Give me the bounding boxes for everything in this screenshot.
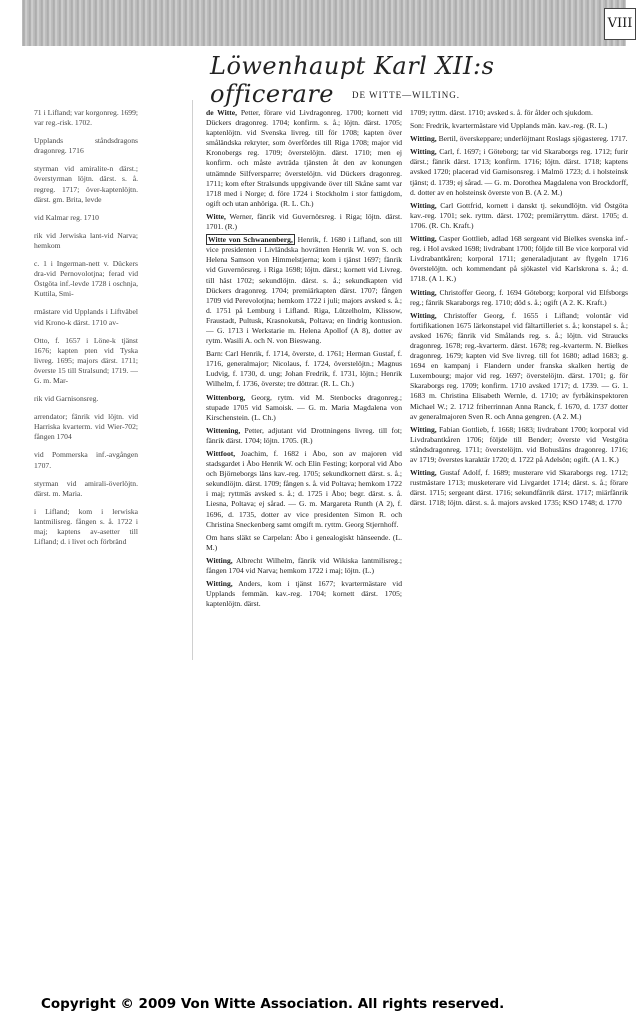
- entry-text: 1709; ryttm. därst. 1710; avsked s. å. för ålder och sjukdom.: [410, 108, 593, 117]
- left-column-fragment: c. 1 i Ingerman-nett v. Dückers dra-vid Pernovolotjna; ferad vid Östgöta inf.-levde 1728 i oschnja, Kuttila, Smi-: [34, 259, 138, 299]
- entry-text: Fabian Gottlieb, f. 1668; 1683; livdrabant 1700; korporal vid Livdrabantkåren 1706; följde till Bender; överste vid Vestgöta ståndsdragonreg. 1711; överstelöjtn. vid Bohusläns dragonreg. 1716; av 1719; överstes karaktär 1720; d. 1722 på Adelsön; ogift. (A 1. K.): [410, 424, 628, 464]
- biography-entry: [410, 201, 628, 231]
- left-column-fragment: Otto, f. 1657 i Löne-k tjänst 1676; kapten pten vid Tyska livreg. 1695; majors därst. 1711; överste 15 till Stralsund; 1719. — G. m. Mar-: [34, 335, 138, 385]
- entry-text: Joachim, f. 1682 i Åbo, son av majoren vid stadsgardet i Åbo Henrik W. och Elin Festing; korporal vid Åbo och Björneborgs läns kav.-reg. 1705; sekundkornett därst. s. å.; sekundlöjtn. därst. 1709; fången s. å. vid Poltava; hemkom 1722 i maj; ryttmäs avsked s. å.; d. 1725 i Åbo; begr. därst. s. å. Liesna, Poltava; ej sårad. — G. m. Margareta Runth (A 2), f. 1696, d. 1735, dotter av vice presidenten Simon R. och Christina Sneckenberg samt omgift m. ryttm. Georg Stjernhoff.: [206, 449, 402, 529]
- entry-text: Petter, adjutant vid Drottningens livreg. till fot; fänrik därst. 1704; löjtn. 1705. (R.): [206, 425, 402, 445]
- entry-surname: Witting,: [206, 579, 233, 589]
- left-column-fragments: [34, 108, 138, 628]
- biography-entry: [206, 449, 402, 530]
- entry-text: Henrik, f. 1680 i Lifland, son till vice presidenten i Livländska hovrätten Henrik W. von S. och Helena Samson von Himmelstjerna; kom i tjänst 1697; fänrik vid Guvernörsreg. i Riga 1698; löjtn. därst.; kornett vid Livreg. till häst 1702; sekundlöjtn. därst. s. å.; sekundkapten vid Dückers dragonreg. 1704; premiärkapten därst. 1707; fången 1709 vid Perevolotjna; hemkom 1722 i juli; majors avsked s. å.; d. 1751 på Lemburg i Lifland. Riga, Lützelholm, Klissow, Fraustadt, Pultusk, Krasnokutsk, Poltava; en lindrig kontusion. — G. 1713 i Werkstarie m. Helena Apollof (A 8), dotter av rytm. Wasili A. och N. von Bieswang.: [206, 235, 402, 346]
- copyright-footer: Copyright © 2009 Von Witte Association. All rights reserved.: [41, 996, 505, 1012]
- entry-surname: Wittfoot,: [206, 449, 236, 458]
- biography-entry: [410, 425, 628, 465]
- entry-surname: Witting,: [410, 287, 437, 297]
- entry-text: Anders, kom i tjänst 1677; kvartermästare vid Upplands femmän. kav.-reg. 1704; kornett därst. 1705; kaptenlöjtn. därst.: [206, 579, 402, 609]
- entry-text: Gustaf Adolf, f. 1689; musterare vid Skaraborgs reg. 1712; rustmästare 1713; musketerare vid Livgardet 1714; därst. s. å.; förare därst. 1715; sergeant därst. 1716; sekundfänrik därst. 1717; miärfänrik därst. 1718; löjtn. därst. s. å. majors avsked 1735; KSO 1748; d. 1770: [410, 468, 628, 508]
- biography-entry: [410, 234, 628, 284]
- left-column-fragment: 71 i Lifland; var korgonreg. 1699; var reg.-risk. 1702.: [34, 108, 138, 128]
- entry-text: Christoffer Georg, f. 1694 Göteborg; korporal vid Elfsborgs reg.; fänrik Skaraborgs reg. 1710; död s. å.; ogift (A 2. K. Kraft.): [410, 287, 628, 307]
- left-column-fragment: rik vid Garnisonsreg.: [34, 394, 99, 404]
- entry-surname: Witting,: [410, 234, 437, 244]
- entry-surname: Wittenborg,: [206, 392, 246, 402]
- entry-surname: Witting,: [410, 310, 437, 320]
- biography-entry: [410, 288, 628, 308]
- entry-surname: Wittening,: [206, 425, 241, 435]
- handwritten-annotation: Löwenhaupt Karl XII:s officerare: [210, 52, 495, 108]
- entry-surname: Witting,: [410, 147, 437, 157]
- entry-surname: Witting,: [410, 424, 437, 434]
- biography-entry: [410, 468, 628, 508]
- left-column-fragment: styrman vid amiralite-n därst.; överstyrman löjtn. därst. s. å. regreg. 1717; över-kaptenlöjtn. därst. gm. Brita, levde: [34, 164, 138, 204]
- running-header: DE WITTE—WILTING.: [352, 90, 460, 100]
- entry-text: Petter, förare vid Livdragonreg. 1700; kornett vid Dückers dragonreg. 1704; konfirm. s. å.; löjtn. därst. 1705; kaptenlöjtn. vid Svenska livreg. till för 1708; kapten över småländska rekryter, som överfördes till Riga 1708; major vid Kronobergs reg. 1709; överstelöjtn. därst. 1710; men ej konfirm. och måste avträda tjänsten åt den av konungen utnämnde Silfversparre; överstelöjtn. vid Dückers dragonreg. 1711; kom efter Stralsunds uppgivande över till Skåne samt var 1718 med i Norge; d. före 1724 i Stockholm i stor fattigdom, ogift och utan anhöriga. (R. L. Ch.): [206, 108, 402, 208]
- entry-surname: Witting,: [206, 555, 233, 565]
- middle-column-entries: [206, 108, 402, 668]
- entry-surname: Witting,: [410, 134, 437, 144]
- column-divider: [192, 100, 193, 660]
- left-column-fragment: vid Pommerska inf.-avgången 1707.: [34, 450, 138, 470]
- entry-text: Christoffer Georg, f. 1655 i Lifland; volontär vid fortifikationen 1675 lärkonstapel vid fältartilleriet s. å.; konstapel s. å.; avsked 1676; fänrik vid Smålands reg. s. å.; löjtn. vid Straucks dragonreg. 1678; reg.-kvarterm. därst. 1678; reg.-kvarterm. N. Bielkes dragonreg. 1679; kapten vid Sve livreg. till fot 1680; adlad 1683; g. 1694 en kampanj i Flandern under franska skalken hertig de Luxembourg; major vid reg. 1697; överstelöjtn. därst. 1701; g. för Skaraborgs reg. 1709; konfirm. 1710 avsked 1717; d. 1739. — G. 1. 1683 m. Christina Elisabeth Wernle, d. 1710; av fyrbåkinspektoren Michael W.; 2. 1712 friherrinnan Anna Ranck, f. 1670, d. 1737 dotter av generalmajoren Sven R. och Anna gengren. (A 2. M.): [410, 310, 628, 421]
- left-column-fragment: i Lifland; kom i lerwiska lantmilisreg. fången s. å. 1722 i maj; kaptens av-asetter till Lifland; d. i livet och förbränd: [34, 506, 138, 547]
- left-column-fragment: rik vid Jerwiska lant-vid Narva; hemkom: [34, 230, 138, 250]
- biography-entry: [206, 349, 402, 389]
- entry-surname: Witte von Schwanenberg,: [208, 235, 293, 245]
- biography-entry: [410, 134, 628, 144]
- entry-text: Carl Gottfrid, kornett i danskt tj. sekundlöjtn. vid Östgöta kav.-reg. 1701; sek. ryttm. därst. 1702; premiärryttm. därst. 1705; d. 1706. (R. Ch. Kraft.): [410, 200, 628, 230]
- entry-text: Om hans släkt se Carpelan: Åbo i genealogiskt hänseende. (L. M.): [206, 532, 402, 552]
- left-column-fragment: styrman vid amirali-överlöjtn. därst. m. Maria.: [34, 478, 138, 498]
- entry-text: Georg, rytm. vid M. Stenbocks dragonreg.; stupade 1705 vid Samoisk. — G. m. Maria Magdalena von Kirschenstein. (L. Ch.): [206, 392, 402, 422]
- entry-text: Werner, fänrik vid Guvernörsreg. i Riga; löjtn. därst. 1701. (R.): [206, 211, 402, 232]
- biography-entry: [410, 311, 628, 422]
- entry-text: Carl, f. 1697; i Göteborg; tar vid Skaraborgs reg. 1712; furir därst.; fänrik därst. 1713; konfirm. 1716; löjtn. därst. 1718; kaptens avsked 1720; placerad vid Garnisonsreg. i Malmö 1723; d. i holsteinsk tjänst; d. 1739; ej sårad. — G. m. Dorothea Magdalena von Brockdorff, d. dotter av en holsteinsk överste von B. (A 2. M.): [410, 147, 628, 197]
- left-column-fragment: arrendator; fänrik vid löjtn. vid Harriska kvarterm. vid Wier-702; fången 1704: [34, 412, 138, 442]
- scan-edge-band: [22, 0, 626, 46]
- entry-text: Casper Gottlieb, adlad 168 sergeant vid Bielkes svenska inf.-reg. i Hol avsked 1698; livdrabant 1700; följde till Be vice korporal vid Livdrabantkåren; korporal 1711; generaladjutant av flygeln 1716 överstelöjtn. och kommendant på sjökastel vid Karlskrona s. å.; d. 1718. (A 1. K.): [410, 234, 628, 284]
- biography-entry: [206, 556, 402, 576]
- entry-surname: Witting,: [410, 200, 437, 210]
- biography-entry: [206, 533, 402, 553]
- entry-text: Bertil, överskeppare; underlöjtnant Roslags sjögastereg. 1717.: [438, 134, 628, 144]
- biography-entry: [410, 147, 628, 197]
- entry-text: Son: Fredrik, kvartermästare vid Upplands män. kav.-reg. (R. L.): [410, 121, 608, 131]
- biography-entry: [206, 108, 402, 209]
- biography-entry: [410, 108, 628, 118]
- entry-text: Albrecht Wilhelm, fänrik vid Wikiska lantmilisreg.; fången 1704 vid Narva; hemkom 1722 i maj; löjtn. (L.): [206, 555, 402, 576]
- biography-entry: [206, 393, 402, 423]
- left-column-fragment: vid Kalmar reg. 1710: [34, 212, 99, 222]
- entry-surname: Witte,: [206, 211, 226, 221]
- left-column-fragment: rmästare vid Upplands i Liftväbel vid Krono-k därst. 1710 av-: [34, 307, 138, 327]
- biography-entry: [206, 212, 402, 232]
- biography-entry: [410, 121, 628, 131]
- biography-entry: [206, 235, 402, 346]
- entry-surname: de Witte,: [206, 108, 238, 117]
- right-column-entries: [410, 108, 628, 693]
- entry-text: Barn: Carl Henrik, f. 1714, överste, d. 1761; Herman Gustaf, f. 1716, generalmajor; Nicolaus, f. 1724, överstelöjtn.; Magnus Ludvig, f. 1730, d. ung; Johan Fredrik, f. 1731, löjtn.; Henrik Wilhelm, f. 1736, överste; tre döttrar. (R. L. Ch.): [206, 349, 402, 389]
- biography-entry: [206, 579, 402, 609]
- entry-surname: Witting,: [410, 468, 437, 478]
- page-marker: VIII: [604, 8, 636, 40]
- left-column-fragment: Upplands ståndsdragons dragonreg. 1716: [34, 136, 138, 156]
- biography-entry: [206, 426, 402, 446]
